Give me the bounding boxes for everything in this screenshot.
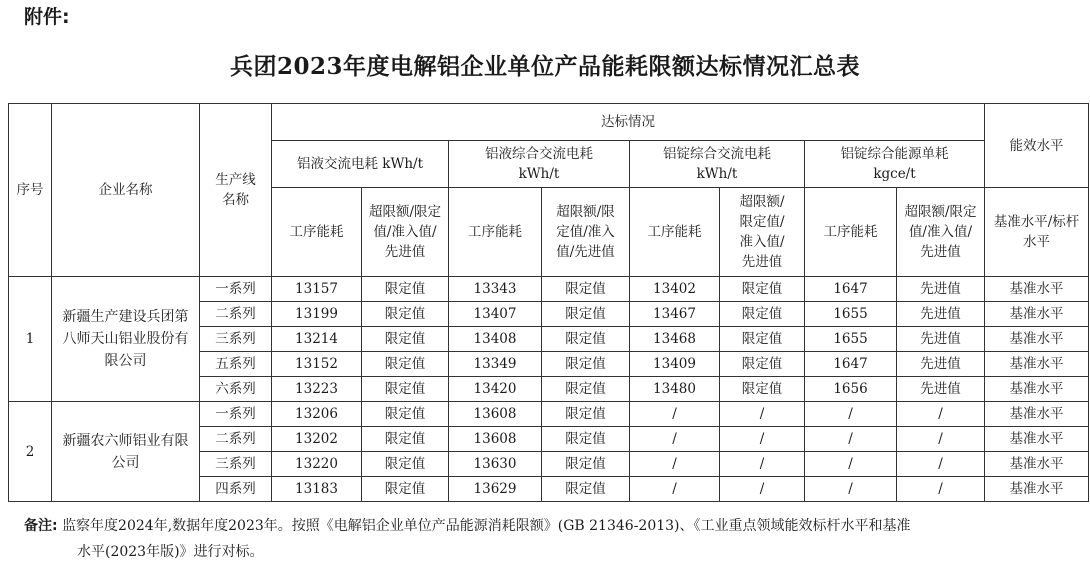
cell-limit-status: 限定值 [542,302,630,327]
cell-limit-status: 限定值 [362,402,449,427]
cell-consumption: 13409 [630,352,720,377]
header-efficiency-sub: 基准水平/标杆水平 [985,188,1089,277]
table-row [9,277,1089,302]
cell-consumption: 13206 [272,402,362,427]
cell-consumption: 13343 [449,277,542,302]
cell-limit-status: 限定值 [720,352,805,377]
cell-limit-status: 限定值 [542,477,630,502]
header-efficiency: 能效水平 [985,104,1089,188]
cell-limit-status: 限定值 [362,302,449,327]
cell-seq: 2 [9,402,52,502]
cell-efficiency: 基准水平 [985,327,1089,352]
header-limit-3: 超限额/限定值/准入值/先进值 [720,188,805,277]
cell-line: 五系列 [200,352,272,377]
cell-limit-status: 限定值 [542,427,630,452]
cell-limit-status: 限定值 [362,352,449,377]
header-limit-4: 超限额/限定值/准入值/先进值 [897,188,985,277]
cell-consumption: 13152 [272,352,362,377]
cell-consumption: 13630 [449,452,542,477]
cell-consumption: 13214 [272,327,362,352]
cell-efficiency: 基准水平 [985,477,1089,502]
cell-limit-status: 限定值 [362,327,449,352]
cell-limit-status: 限定值 [720,377,805,402]
cell-limit-status: 限定值 [720,277,805,302]
header-group-1: 铝液交流电耗 kWh/t [272,141,449,188]
cell-limit-status: 限定值 [542,327,630,352]
cell-consumption: 13480 [630,377,720,402]
header-group-4-name: 铝锭综合能源单耗 [840,146,949,162]
cell-efficiency: 基准水平 [985,352,1089,377]
cell-limit-status: 限定值 [362,277,449,302]
header-group-3-name: 铝锭综合交流电耗 [663,146,771,162]
cell-consumption: 13402 [630,277,720,302]
cell-line: 三系列 [200,327,272,352]
cell-consumption: 13157 [272,277,362,302]
cell-consumption: 1655 [805,327,897,352]
cell-consumption: / [805,402,897,427]
header-group-4-unit: kgce/t [873,166,916,182]
cell-consumption: 13407 [449,302,542,327]
header-company: 企业名称 [52,104,200,277]
cell-limit-status: 先进值 [897,352,985,377]
cell-limit-status: / [720,402,805,427]
cell-efficiency: 基准水平 [985,427,1089,452]
cell-consumption: / [630,452,720,477]
cell-consumption: / [805,427,897,452]
header-consumption-1: 工序能耗 [272,188,362,277]
cell-consumption: 13408 [449,327,542,352]
cell-limit-status: 限定值 [542,377,630,402]
header-consumption-4: 工序能耗 [805,188,897,277]
header-consumption-2: 工序能耗 [449,188,542,277]
cell-limit-status: 限定值 [542,277,630,302]
cell-consumption: 1656 [805,377,897,402]
header-group-3 [630,141,805,188]
cell-consumption: 13199 [272,302,362,327]
cell-consumption: 13183 [272,477,362,502]
cell-efficiency: 基准水平 [985,277,1089,302]
cell-limit-status: 限定值 [542,352,630,377]
note-label: 备注: [24,518,58,534]
cell-consumption: / [805,452,897,477]
header-consumption-3: 工序能耗 [630,188,720,277]
cell-line: 三系列 [200,452,272,477]
cell-consumption: 13608 [449,427,542,452]
note-line-1 [24,513,1074,539]
header-group-2-name: 铝液综合交流电耗 [485,146,593,162]
cell-limit-status: 先进值 [897,302,985,327]
header-line: 生产线名称 [200,104,272,277]
cell-consumption: 13223 [272,377,362,402]
cell-limit-status: 限定值 [720,302,805,327]
cell-consumption: 13629 [449,477,542,502]
cell-limit-status: 限定值 [362,452,449,477]
cell-limit-status: 限定值 [362,477,449,502]
cell-limit-status: / [897,452,985,477]
cell-limit-status: 限定值 [542,452,630,477]
cell-line: 二系列 [200,427,272,452]
header-group-3-unit: kWh/t [696,166,738,182]
cell-limit-status: 限定值 [542,402,630,427]
cell-consumption: / [630,402,720,427]
header-seq: 序号 [9,104,52,277]
header-group-2 [449,141,630,188]
page-title: 兵团2023年度电解铝企业单位产品能耗限额达标情况汇总表 [229,53,860,80]
cell-consumption: 13220 [272,452,362,477]
header-group-2-unit: kWh/t [518,166,560,182]
cell-efficiency: 基准水平 [985,377,1089,402]
cell-consumption: 1647 [805,277,897,302]
summary-table [8,103,1089,502]
cell-limit-status: 先进值 [897,327,985,352]
cell-line: 一系列 [200,277,272,302]
header-group-4 [805,141,985,188]
cell-consumption: 13467 [630,302,720,327]
cell-consumption: 1655 [805,302,897,327]
cell-efficiency: 基准水平 [985,402,1089,427]
cell-limit-status: 限定值 [362,377,449,402]
note-line-2: 水平(2023年版)》进行对标。 [77,544,264,560]
cell-limit-status: / [897,402,985,427]
cell-efficiency: 基准水平 [985,452,1089,477]
cell-limit-status: / [720,427,805,452]
cell-limit-status: 先进值 [897,277,985,302]
cell-line: 一系列 [200,402,272,427]
cell-limit-status: 先进值 [897,377,985,402]
cell-limit-status: / [897,477,985,502]
cell-limit-status: / [720,477,805,502]
cell-consumption: 13349 [449,352,542,377]
cell-consumption: 13608 [449,402,542,427]
cell-seq: 1 [9,277,52,402]
cell-consumption: / [630,477,720,502]
header-limit-2: 超限额/限定值/准入值/先进值 [542,188,630,277]
table-row [9,402,1089,427]
cell-consumption: 13420 [449,377,542,402]
cell-limit-status: 限定值 [720,327,805,352]
cell-consumption: / [805,477,897,502]
cell-limit-status: / [720,452,805,477]
cell-consumption: 13468 [630,327,720,352]
note [24,513,1074,565]
cell-line: 二系列 [200,302,272,327]
cell-line: 六系列 [200,377,272,402]
note-text-1: 监察年度2024年,数据年度2023年。按照《电解铝企业单位产品能源消耗限额》(GB 21346-2013)、《工业重点领域能效标杆水平和基准 [62,518,911,534]
cell-consumption: 1647 [805,352,897,377]
cell-consumption: / [630,427,720,452]
table-body [9,277,1089,502]
cell-limit-status: 限定值 [362,427,449,452]
cell-company: 新疆农六师铝业有限公司 [52,402,200,502]
cell-company: 新疆生产建设兵团第八师天山铝业股份有限公司 [52,277,200,402]
cell-line: 四系列 [200,477,272,502]
cell-consumption: 13202 [272,427,362,452]
header-status-group: 达标情况 [272,104,985,141]
cell-efficiency: 基准水平 [985,302,1089,327]
attachment-label: 附件: [24,6,70,28]
cell-limit-status: / [897,427,985,452]
header-limit-1: 超限额/限定值/准入值/先进值 [362,188,449,277]
